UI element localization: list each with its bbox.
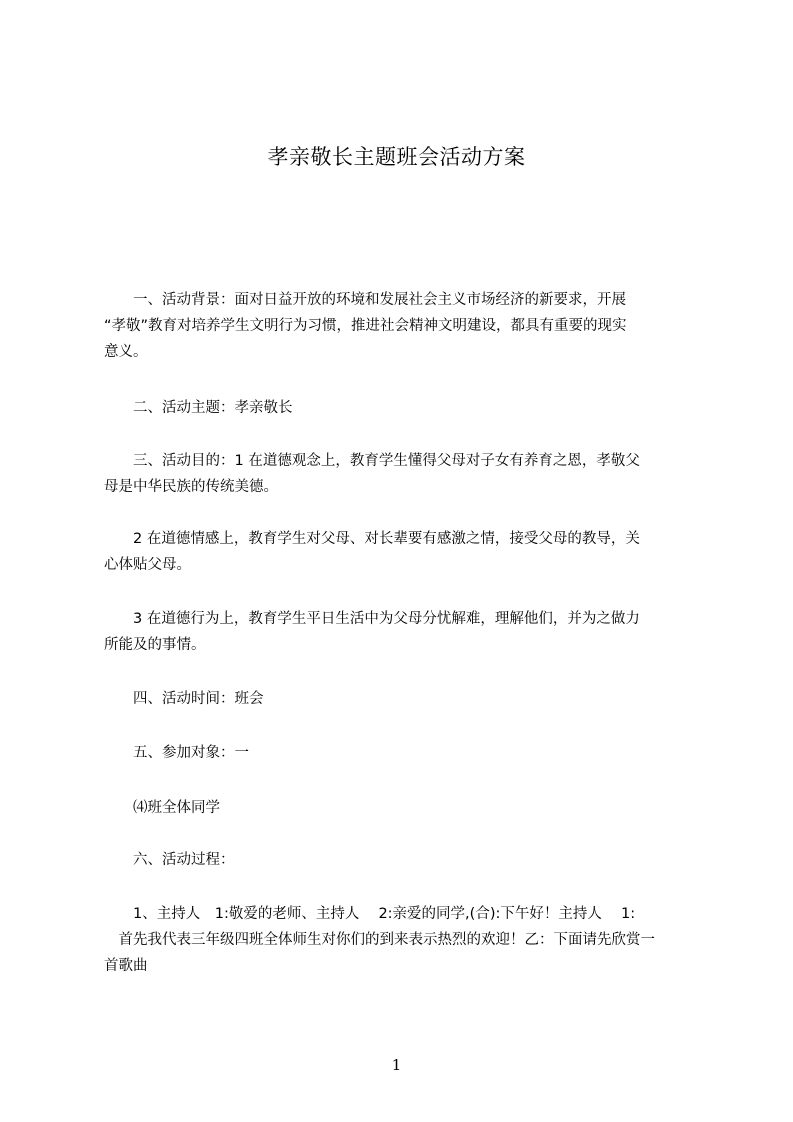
text-line: 所能及的事情。 [104,637,206,653]
paragraph-goal-3 [104,606,704,658]
text-line: 1、主持人 1:敬爱的老师、主持人 2:亲爱的同学,(合):下午好！主持人 1: [104,906,636,922]
paragraph-goal-2 [104,526,704,578]
text-line: 四、活动时间：班会 [104,691,264,707]
page-number: 1 [391,1056,402,1074]
document-title: 孝亲敬长主题班会活动方案 [267,145,526,169]
paragraph-background [104,287,704,365]
text-line: 意义。 [104,344,148,360]
text-line: 二、活动主题：孝亲敬长 [104,400,293,416]
text-line: 一、活动背景：面对日益开放的环境和发展社会主义市场经济的新要求，开展 [104,292,626,308]
text-line: 六、活动过程： [104,852,235,868]
text-line: “孝敬”教育对培养学生文明行为习惯，推进社会精神文明建设，都具有重要的现实 [104,318,627,334]
paragraph-time [104,686,704,712]
text-line: 母是中华民族的传统美德。 [104,479,278,495]
paragraph-theme [104,395,704,421]
paragraph-process-detail [104,901,704,979]
text-line: 首歌曲 [104,958,148,974]
paragraph-goal-1 [104,448,704,500]
text-line: 三、活动目的：1 在道德观念上，教育学生懂得父母对子女有养育之恩，孝敬父 [104,453,640,469]
text-line: 3 在道德行为上，教育学生平日生活中为父母分忧解难，理解他们，并为之做力 [104,611,640,627]
text-line: 心体贴父母。 [104,557,191,573]
paragraph-process [104,847,704,873]
text-line: 首先我代表三年级四班全体师生对你们的到来表示热烈的欢迎！乙：下面请先欣赏一 [104,932,655,948]
paragraph-participants-cont [104,795,704,821]
text-line: ⑷班全体同学 [104,800,220,816]
text-line: 2 在道德情感上，教育学生对父母、对长辈要有感激之情，接受父母的教导，关 [104,531,640,547]
paragraph-participants [104,740,704,766]
text-line: 五、参加对象：一 [104,745,249,761]
